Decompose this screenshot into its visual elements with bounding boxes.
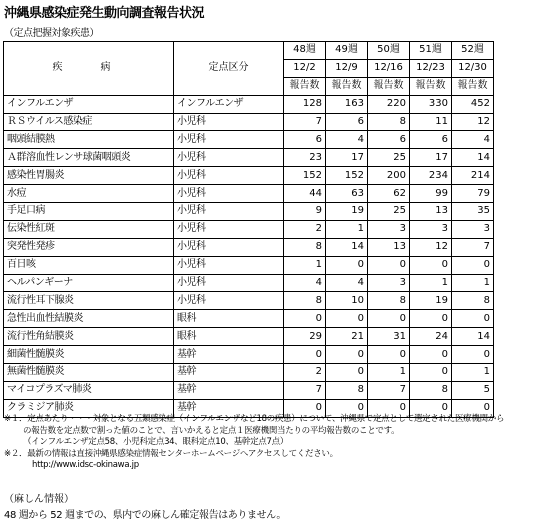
date-header: 12/30 <box>452 59 494 77</box>
disease-name: 流行性角結膜炎 <box>4 328 174 346</box>
report-count: 1 <box>284 256 326 274</box>
report-count: 0 <box>410 346 452 364</box>
report-count: 0 <box>410 399 452 417</box>
footnote-1: ※１．定点あたり・・・対象となる五類感染症（インフルエンザなど18の疾患）について、沖縄県で定点として選定された医療機関から <box>4 414 505 424</box>
sentinel-category: 基幹 <box>174 381 284 399</box>
page-title: 沖縄県感染症発生動向調査報告状況 <box>4 6 205 21</box>
report-count: 1 <box>410 274 452 292</box>
report-count: 8 <box>326 381 368 399</box>
report-count: 3 <box>452 220 494 238</box>
unit-header: 報告数 <box>410 77 452 95</box>
disease-name: 細菌性髄膜炎 <box>4 346 174 364</box>
disease-header: 疾 病 <box>4 42 174 96</box>
disease-name: 感染性胃腸炎 <box>4 167 174 185</box>
report-count: 0 <box>368 310 410 328</box>
table-row <box>4 292 494 310</box>
report-count: 25 <box>368 203 410 221</box>
measles-title: （麻しん情報） <box>4 494 74 505</box>
unit-header: 報告数 <box>326 77 368 95</box>
report-count: 234 <box>410 167 452 185</box>
table-row <box>4 381 494 399</box>
sentinel-category: 小児科 <box>174 167 284 185</box>
report-count: 6 <box>284 131 326 149</box>
date-header: 12/16 <box>368 59 410 77</box>
report-count: 1 <box>368 364 410 382</box>
report-count: 7 <box>368 381 410 399</box>
table-row <box>4 220 494 238</box>
report-count: 0 <box>326 310 368 328</box>
week-header: 48週 <box>284 42 326 60</box>
report-count: 1 <box>452 274 494 292</box>
report-count: 12 <box>452 113 494 131</box>
report-count: 13 <box>410 203 452 221</box>
report-count: 0 <box>410 310 452 328</box>
report-count: 0 <box>326 399 368 417</box>
table-row <box>4 328 494 346</box>
report-count: 4 <box>452 131 494 149</box>
disease-name: 伝染性紅斑 <box>4 220 174 238</box>
report-count: 8 <box>284 238 326 256</box>
sentinel-category: インフルエンザ <box>174 95 284 113</box>
report-count: 2 <box>284 364 326 382</box>
report-count: 29 <box>284 328 326 346</box>
report-count: 8 <box>368 292 410 310</box>
report-count: 0 <box>368 256 410 274</box>
report-count: 8 <box>368 113 410 131</box>
report-count: 63 <box>326 185 368 203</box>
report-count: 7 <box>452 238 494 256</box>
sentinel-category: 小児科 <box>174 220 284 238</box>
sentinel-category: 基幹 <box>174 364 284 382</box>
report-count: 0 <box>284 399 326 417</box>
disease-name: 突発性発疹 <box>4 238 174 256</box>
disease-name: 急性出血性結膜炎 <box>4 310 174 328</box>
report-count: 35 <box>452 203 494 221</box>
footnote-2: ※２．最新の情報は直接沖縄県感染症情報センターホームページへアクセスしてください。 <box>4 448 338 459</box>
sentinel-category: 小児科 <box>174 185 284 203</box>
table-body <box>4 95 494 417</box>
report-count: 6 <box>368 131 410 149</box>
report-count: 21 <box>326 328 368 346</box>
report-count: 0 <box>326 364 368 382</box>
report-count: 200 <box>368 167 410 185</box>
disease-name: マイコプラズマ肺炎 <box>4 381 174 399</box>
report-count: 19 <box>326 203 368 221</box>
sentinel-category: 小児科 <box>174 256 284 274</box>
disease-name: 無菌性髄膜炎 <box>4 364 174 382</box>
sentinel-category: 眼科 <box>174 310 284 328</box>
unit-header: 報告数 <box>452 77 494 95</box>
week-header: 50週 <box>368 42 410 60</box>
report-count: 8 <box>284 292 326 310</box>
report-count: 3 <box>368 220 410 238</box>
unit-header: 報告数 <box>284 77 326 95</box>
report-count: 3 <box>368 274 410 292</box>
report-count: 0 <box>452 399 494 417</box>
report-count: 128 <box>284 95 326 113</box>
disease-name: 咽頭結膜熱 <box>4 131 174 149</box>
surveillance-table <box>3 41 494 418</box>
disease-name: 水痘 <box>4 185 174 203</box>
report-count: 14 <box>452 328 494 346</box>
report-count: 24 <box>410 328 452 346</box>
report-count: 10 <box>326 292 368 310</box>
table-row <box>4 346 494 364</box>
report-count: 13 <box>368 238 410 256</box>
table-row <box>4 185 494 203</box>
report-count: 7 <box>284 113 326 131</box>
report-count: 163 <box>326 95 368 113</box>
disease-name: 百日咳 <box>4 256 174 274</box>
report-count: 6 <box>410 131 452 149</box>
footnote-1-cont: （インフルエンザ定点58、小児科定点34、眼科定点10、基幹定点7点） <box>23 437 289 447</box>
report-count: 11 <box>410 113 452 131</box>
report-count: 214 <box>452 167 494 185</box>
footnotes <box>4 414 504 472</box>
date-header: 12/9 <box>326 59 368 77</box>
report-count: 25 <box>368 149 410 167</box>
disease-name: インフルエンザ <box>4 95 174 113</box>
disease-name: ヘルパンギーナ <box>4 274 174 292</box>
week-header-row <box>4 42 494 60</box>
report-count: 99 <box>410 185 452 203</box>
sentinel-category: 基幹 <box>174 399 284 417</box>
report-count: 0 <box>284 346 326 364</box>
report-count: 0 <box>368 399 410 417</box>
report-count: 3 <box>410 220 452 238</box>
table-row <box>4 256 494 274</box>
report-count: 1 <box>326 220 368 238</box>
info-center-link[interactable]: http://www.idsc-okinawa.jp <box>32 460 139 470</box>
report-count: 0 <box>410 256 452 274</box>
sentinel-category: 基幹 <box>174 346 284 364</box>
category-header: 定点区分 <box>174 42 284 96</box>
report-count: 0 <box>326 346 368 364</box>
disease-name: クラミジア肺炎 <box>4 399 174 417</box>
report-count: 0 <box>368 346 410 364</box>
report-count: 0 <box>452 310 494 328</box>
date-header: 12/23 <box>410 59 452 77</box>
table-row <box>4 149 494 167</box>
report-count: 17 <box>326 149 368 167</box>
report-count: 8 <box>410 381 452 399</box>
report-count: 9 <box>284 203 326 221</box>
sentinel-category: 小児科 <box>174 113 284 131</box>
report-count: 330 <box>410 95 452 113</box>
table-row <box>4 95 494 113</box>
unit-header: 報告数 <box>368 77 410 95</box>
report-count: 152 <box>284 167 326 185</box>
report-count: 14 <box>452 149 494 167</box>
report-count: 7 <box>284 381 326 399</box>
report-count: 19 <box>410 292 452 310</box>
footnote-1-cont: の報告数を定点数で割った値のことで、言いかえると定点１医療機関当たりの平均報告数のことです。 <box>23 425 400 436</box>
sentinel-category: 小児科 <box>174 274 284 292</box>
disease-name: 手足口病 <box>4 203 174 221</box>
report-count: 23 <box>284 149 326 167</box>
table-row <box>4 238 494 256</box>
table-row <box>4 113 494 131</box>
report-count: 12 <box>410 238 452 256</box>
report-count: 44 <box>284 185 326 203</box>
sentinel-category: 小児科 <box>174 238 284 256</box>
week-header: 49週 <box>326 42 368 60</box>
report-count: 152 <box>326 167 368 185</box>
report-count: 5 <box>452 381 494 399</box>
week-header: 52週 <box>452 42 494 60</box>
sentinel-category: 眼科 <box>174 328 284 346</box>
report-count: 31 <box>368 328 410 346</box>
sentinel-category: 小児科 <box>174 292 284 310</box>
report-count: 79 <box>452 185 494 203</box>
report-count: 2 <box>284 220 326 238</box>
report-count: 4 <box>326 131 368 149</box>
sentinel-category: 小児科 <box>174 131 284 149</box>
report-count: 4 <box>326 274 368 292</box>
page-subtitle: （定点把握対象疾患） <box>4 28 99 39</box>
sentinel-category: 小児科 <box>174 149 284 167</box>
report-count: 8 <box>452 292 494 310</box>
table-row <box>4 131 494 149</box>
disease-name: 流行性耳下腺炎 <box>4 292 174 310</box>
table-row <box>4 310 494 328</box>
measles-text: 48 週から 52 週までの、県内での麻しん確定報告はありません。 <box>4 510 286 521</box>
disease-name: Ａ群溶血性レンサ球菌咽頭炎 <box>4 149 174 167</box>
table-row <box>4 167 494 185</box>
report-count: 14 <box>326 238 368 256</box>
date-header: 12/2 <box>284 59 326 77</box>
report-count: 6 <box>326 113 368 131</box>
report-count: 0 <box>452 346 494 364</box>
table-row <box>4 203 494 221</box>
sentinel-category: 小児科 <box>174 203 284 221</box>
report-count: 4 <box>284 274 326 292</box>
report-count: 0 <box>284 310 326 328</box>
table-row <box>4 364 494 382</box>
report-count: 62 <box>368 185 410 203</box>
report-count: 17 <box>410 149 452 167</box>
report-count: 220 <box>368 95 410 113</box>
report-count: 0 <box>452 256 494 274</box>
table-row <box>4 274 494 292</box>
report-count: 452 <box>452 95 494 113</box>
report-count: 0 <box>326 256 368 274</box>
report-count: 1 <box>452 364 494 382</box>
disease-name: ＲＳウイルス感染症 <box>4 113 174 131</box>
report-count: 0 <box>410 364 452 382</box>
week-header: 51週 <box>410 42 452 60</box>
